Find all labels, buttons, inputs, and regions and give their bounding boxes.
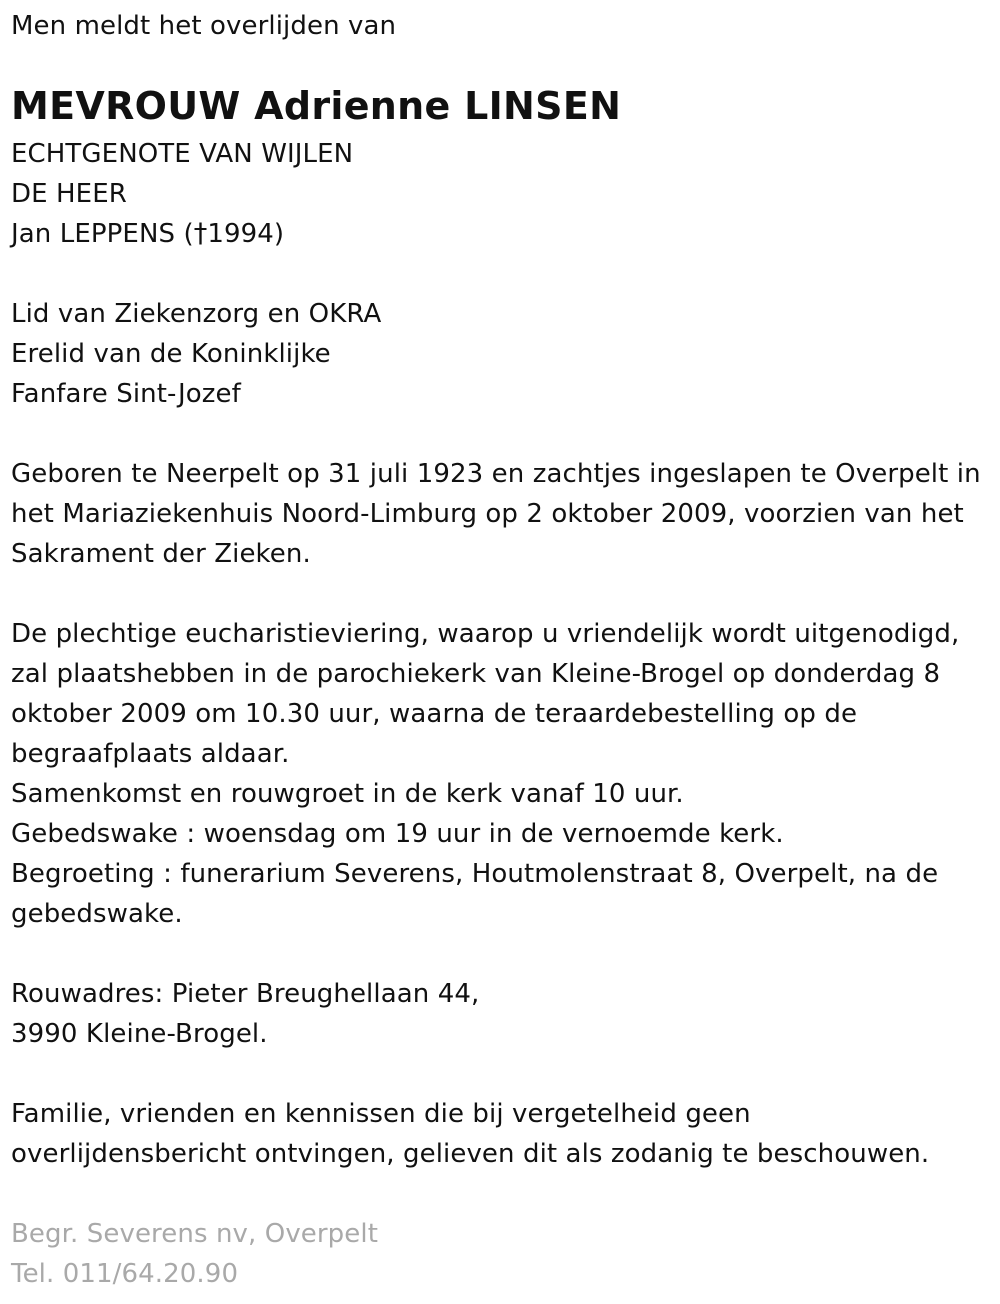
paragraph-line: Begroeting : funerarium Severens, Houtmolenstraat 8, Overpelt, na de <box>11 859 939 889</box>
address-line: Rouwadres: Pieter Breughellaan 44, <box>11 979 480 1009</box>
memberships-block <box>11 294 991 414</box>
spouse-name: Jan LEPPENS ( <box>11 219 194 249</box>
paragraph-line: het Mariaziekenhuis Noord-Limburg op 2 oktober 2009, voorzien van het <box>11 499 964 529</box>
paragraph-line: Familie, vrienden en kennissen die bij vergetelheid geen <box>11 1099 751 1129</box>
intro-text: Men meldt het overlijden van <box>11 11 397 41</box>
spouse-line-1: ECHTGENOTE VAN WIJLEN <box>11 139 354 169</box>
paragraph-line: zal plaatshebben in de parochiekerk van Kleine-Brogel op donderdag 8 <box>11 659 941 689</box>
paragraph-line: begraafplaats aldaar. <box>11 739 290 769</box>
paragraph-line: gebedswake. <box>11 899 183 929</box>
paragraph-line: oktober 2009 om 10.30 uur, waarna de teraardebestelling op de <box>11 699 858 729</box>
spouse-death-year: 1994) <box>207 219 285 249</box>
spouse-line-3 <box>11 214 991 254</box>
membership-line: Fanfare Sint-Jozef <box>11 379 241 409</box>
funeral-home-footer <box>11 1214 991 1294</box>
cross-icon: † <box>193 218 208 249</box>
paragraph-line: overlijdensbericht ontvingen, gelieven dit als zodanig te beschouwen. <box>11 1139 930 1169</box>
funeral-home-name: Begr. Severens nv, Overpelt <box>11 1219 379 1249</box>
paragraph-line: Sakrament der Zieken. <box>11 539 311 569</box>
address-line: 3990 Kleine-Brogel. <box>11 1019 268 1049</box>
birth-death-paragraph <box>11 454 991 574</box>
paragraph-line: De plechtige eucharistieviering, waarop u vriendelijk wordt uitgenodigd, <box>11 619 960 649</box>
paragraph-line: Gebedswake : woensdag om 19 uur in de vernoemde kerk. <box>11 819 784 849</box>
paragraph-line: Samenkomst en rouwgroet in de kerk vanaf 10 uur. <box>11 779 684 809</box>
membership-line: Lid van Ziekenzorg en OKRA <box>11 299 382 329</box>
paragraph-line: Geboren te Neerpelt op 31 juli 1923 en zachtjes ingeslapen te Overpelt in <box>11 459 981 489</box>
spouse-block <box>11 134 991 254</box>
spouse-line-2: DE HEER <box>11 179 127 209</box>
family-note <box>11 1094 991 1174</box>
mourning-address <box>11 974 991 1054</box>
funeral-home-phone: Tel. 011/64.20.90 <box>11 1259 239 1289</box>
service-paragraph <box>11 614 991 934</box>
deceased-name: MEVROUW Adrienne LINSEN <box>11 84 622 128</box>
membership-line: Erelid van de Koninklijke <box>11 339 331 369</box>
